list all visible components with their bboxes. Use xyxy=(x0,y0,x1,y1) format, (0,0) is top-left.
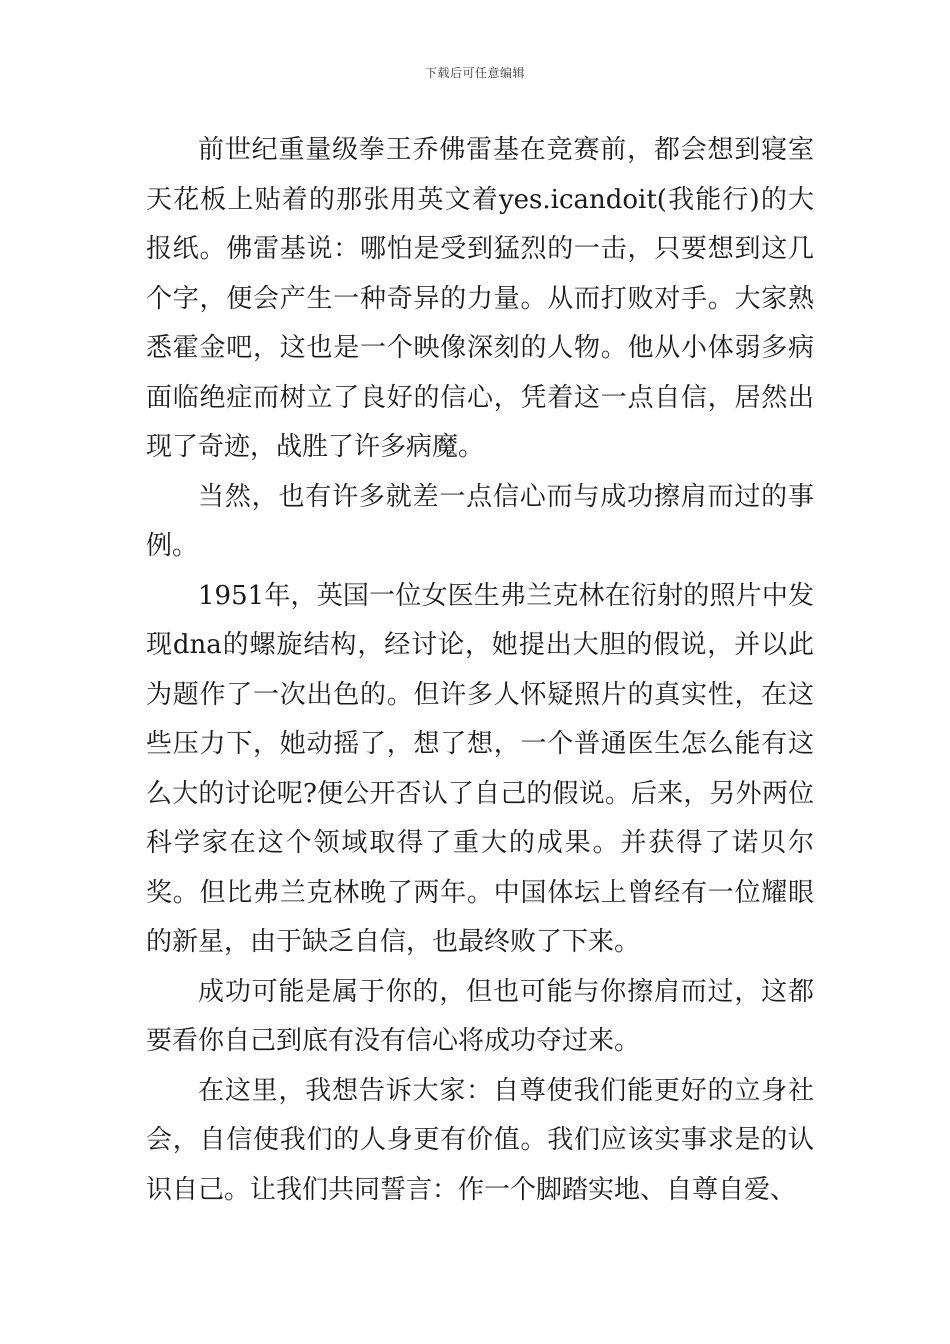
header-note: 下载后可任意编辑 xyxy=(424,66,525,80)
paragraph-boxer: 前世纪重量级拳王乔佛雷基在竞赛前，都会想到寝室天花板上贴着的那张用英文着yes.icandoit(我能行)的大报纸。佛雷基说：哪怕是受到猛烈的一击，只要想到这几个字，便会产生一种奇异的力量。从而打败对手。大家熟悉霍金吧，这也是一个映像深刻的人物。他从小体弱多病面临绝症而树立了良好的信心，凭着这一点自信，居然出现了奇迹，战胜了许多病魔。 xyxy=(146,135,814,462)
paragraph-missed-chances: 当然，也有许多就差一点信心而与成功擦肩而过的事例。 xyxy=(146,481,814,561)
paragraph-franklin: 1951年，英国一位女医生弗兰克林在衍射的照片中发现dna的螺旋结构，经讨论，她提出大胆的假说，并以此为题作了一次出色的。但许多人怀疑照片的真实性，在这些压力下，她动摇了，想了想，一个普通医生怎么能有这么大的讨论呢?便公开否认了自己的假说。后来，另外两位科学家在这个领域取得了重大的成果。并获得了诺贝尔奖。但比弗兰克林晚了两年。中国体坛上曾经有一位耀眼的新星，由于缺乏自信，也最终败了下来。 xyxy=(146,580,814,957)
document-body xyxy=(146,126,814,1215)
paragraph-closing: 在这里，我想告诉大家：自尊使我们能更好的立身社会，自信使我们的人身更有价值。我们应该实事求是的认识自己。让我们共同誓言：作一个脚踏实地、自尊自爱、 xyxy=(146,1075,814,1205)
paragraph-success: 成功可能是属于你的，但也可能与你擦肩而过，这都要看你自己到底有没有信心将成功夺过来。 xyxy=(146,976,814,1056)
